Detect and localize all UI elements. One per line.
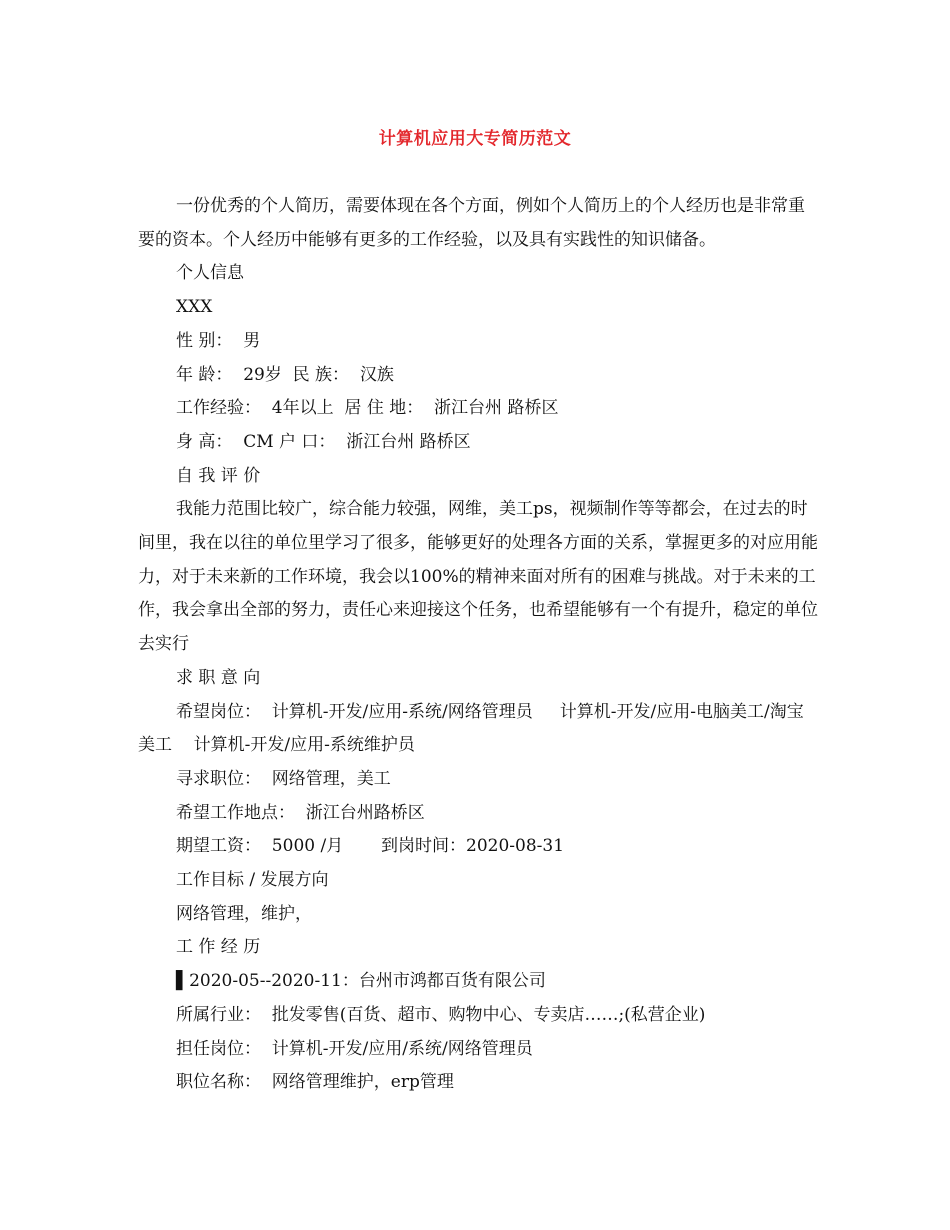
gender-line: 性 别： 男 — [176, 330, 261, 351]
salary-start-date-line: 期望工资： 5000 /月 到岗时间：2020-08-31 — [176, 836, 565, 857]
self-evaluation-heading: 自 我 评 价 — [176, 465, 261, 486]
job-period-line: ▌2020-05--2020-11：台州市鸿都百货有限公司 — [176, 971, 546, 992]
desired-position-line: 希望岗位： 计算机-开发/应用-系统/网络管理员 计算机-开发/应用-电脑美工/淘宝美工 计算机-开发/应用-系统维护员 — [138, 701, 804, 756]
document-body — [138, 190, 818, 1100]
personal-info-heading: 个人信息 — [176, 263, 244, 284]
job-title-line: 职位名称： 网络管理维护，erp管理 — [176, 1072, 454, 1093]
career-goal-heading: 工作目标 / 发展方向 — [176, 870, 329, 891]
experience-residence-line: 工作经验： 4年以上 居 住 地： 浙江台州 路桥区 — [176, 398, 559, 419]
desired-location-line: 希望工作地点： 浙江台州路桥区 — [176, 802, 425, 823]
name-line: XXX — [176, 297, 213, 318]
intro-paragraph: 一份优秀的个人简历，需要体现在各个方面，例如个人简历上的个人经历也是非常重要的资本。个人经历中能够有更多的工作经验，以及具有实践性的知识储备。 — [138, 196, 805, 250]
height-hukou-line: 身 高： CM 户 口： 浙江台州 路桥区 — [176, 431, 471, 452]
age-ethnicity-line: 年 龄： 29岁 民 族： 汉族 — [176, 364, 394, 385]
job-industry-line: 所属行业： 批发零售(百货、超市、购物中心、专卖店……;(私营企业) — [176, 1004, 706, 1025]
job-position-line: 担任岗位： 计算机-开发/应用/系统/网络管理员 — [176, 1038, 533, 1059]
job-intent-heading: 求 职 意 向 — [176, 667, 261, 688]
career-goal-text: 网络管理，维护， — [176, 903, 312, 924]
seeking-position-line: 寻求职位： 网络管理，美工 — [176, 768, 391, 789]
document-title: 计算机应用大专简历范文 — [378, 129, 572, 149]
work-history-heading: 工 作 经 历 — [176, 937, 261, 958]
self-evaluation-text: 我能力范围比较广，综合能力较强，网维，美工ps，视频制作等等都会，在过去的时间里，我在以往的单位里学习了很多，能够更好的处理各方面的关系，掌握更多的对应用能力，对于未来新的工作环境，我会以100%的精神来面对所有的困难与挑战。对于未来的工作，我会拿出全部的努力，责任心来迎接这个任务，也希望能够有一个有提升，稳定的单位去实行 — [138, 499, 818, 655]
